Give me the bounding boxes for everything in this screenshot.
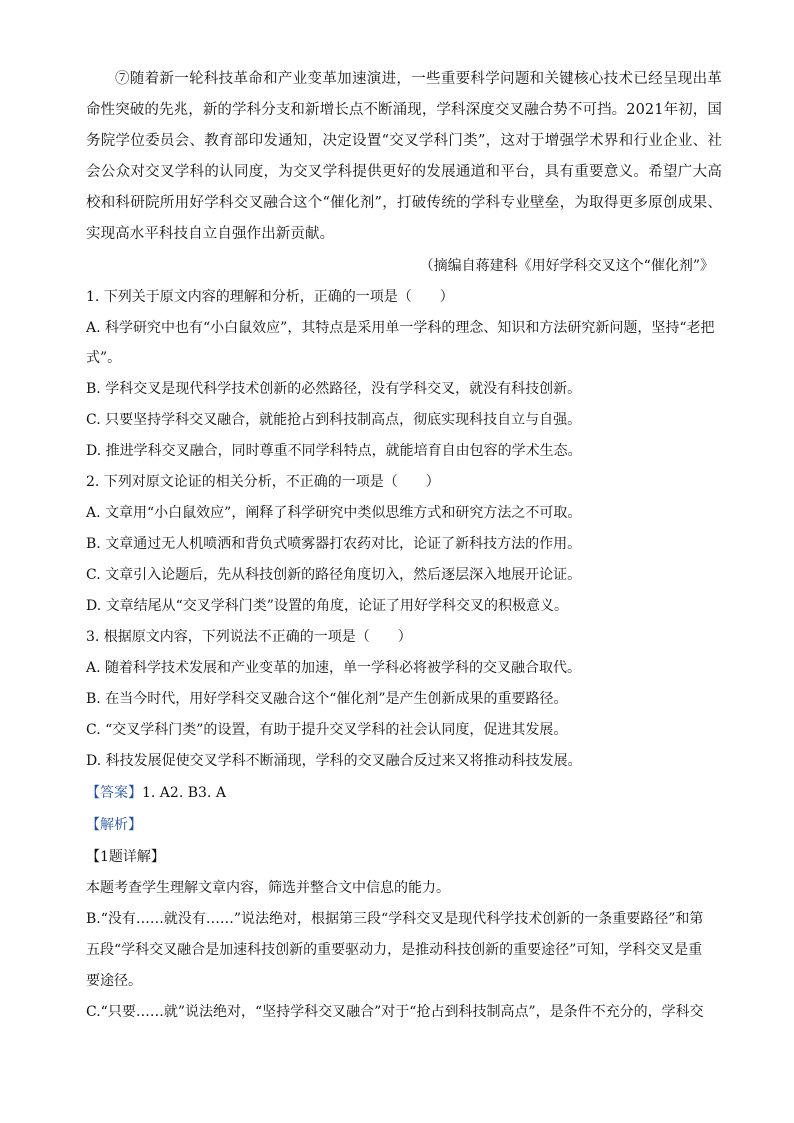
passage-paragraph-7: ⑦随着新一轮科技革命和产业变革加速演进，一些重要科学问题和关键核心技术已经呈现出革命性突破的先兆，新的学科分支和新增长点不断涌现，学科深度交叉融合势不可挡。2021年初，国务院学位委员会、教育部印发通知，决定设置“交叉学科门类”，这对于增强学术界和行业企业、社会公众对交叉学科的认同度，为交叉学科提供更好的发展通道和平台，具有重要意义。希望广大高校和科研院所用好学科交叉融合这个“催化剂”，打破传统的学科专业壁垒，为取得更多原创成果、实现高水平科技自立自强作出新贡献。 [86, 71, 722, 242]
q1-detail-heading: 【1题详解】 [86, 849, 165, 865]
question-1-option-b: B. 学科交叉是现代科学技术创新的必然路径，没有学科交叉，就没有科技创新。 [86, 381, 582, 397]
question-3-option-b: B. 在当今时代，用好学科交叉融合这个“催化剂”是产生创新成果的重要路径。 [86, 691, 568, 707]
question-3-stem: 3. 根据原文内容，下列说法不正确的一项是（ ） [86, 629, 412, 645]
question-1-option-a-line2: 式”。 [86, 350, 122, 366]
question-3-option-a: A. 随着科学技术发展和产业变革的加速，单一学科必将被学科的交叉融合取代。 [86, 660, 582, 676]
answer-row [86, 783, 726, 803]
answer-text: 1. A2. B3. A [142, 785, 226, 801]
analysis-b-line3: 要途径。 [86, 973, 142, 989]
passage-source: （摘编自蒋建科《用好学科交叉这个“催化剂”》 [419, 258, 714, 274]
question-3-option-d: D. 科技发展促使交叉学科不断涌现，学科的交叉融合反过来又将推动科技发展。 [86, 753, 582, 769]
analysis-intro: 本题考查学生理解文章内容，筛选并整合文中信息的能力。 [86, 880, 450, 896]
question-1-option-a-line1: A. 科学研究中也有“小白鼠效应”，其特点是采用单一学科的理念、知识和方法研究新问题，坚持“老把 [86, 320, 715, 336]
question-1-option-d: D. 推进学科交叉融合，同时尊重不同学科特点，就能培育自由包容的学术生态。 [86, 443, 582, 459]
analysis-label: 【解析】 [86, 817, 142, 833]
question-1-stem: 1. 下列关于原文内容的理解和分析，正确的一项是（ ） [86, 289, 454, 305]
answer-label: 【答案】 [86, 785, 142, 801]
question-1-option-c: C. 只要坚持学科交叉融合，就能抢占到科技制高点，彻底实现科技自立与自强。 [86, 412, 582, 428]
analysis-b-line1: B.“没有……就没有……”说法绝对，根据第三段“学科交叉是现代科学技术创新的一条重要路径”和第 [86, 911, 704, 927]
question-2-stem: 2. 下列对原文论证的相关分析，不正确的一项是（ ） [86, 474, 440, 490]
question-2-option-a: A. 文章用“小白鼠效应”，阐释了科学研究中类似思维方式和研究方法之不可取。 [86, 505, 582, 521]
question-3-option-c: C. “交叉学科门类”的设置，有助于提升交叉学科的社会认同度，促进其发展。 [86, 722, 568, 738]
question-2-option-c: C. 文章引入论题后，先从科技创新的路径角度切入，然后逐层深入地展开论证。 [86, 567, 582, 583]
analysis-c-line1: C.“只要……就”说法绝对，“坚持学科交叉融合”对于“抢占到科技制高点”，是条件不充分的，学科交 [86, 1004, 704, 1020]
question-2-option-b: B. 文章通过无人机喷洒和背负式喷雾器打农药对比，论证了新科技方法的作用。 [86, 536, 582, 552]
analysis-b-line2: 五段“学科交叉融合是加速科技创新的重要驱动力，是推动科技创新的重要途径”可知，学科交叉是重 [86, 942, 703, 958]
question-2-option-d: D. 文章结尾从“交叉学科门类”设置的角度，论证了用好学科交叉的积极意义。 [86, 598, 568, 614]
